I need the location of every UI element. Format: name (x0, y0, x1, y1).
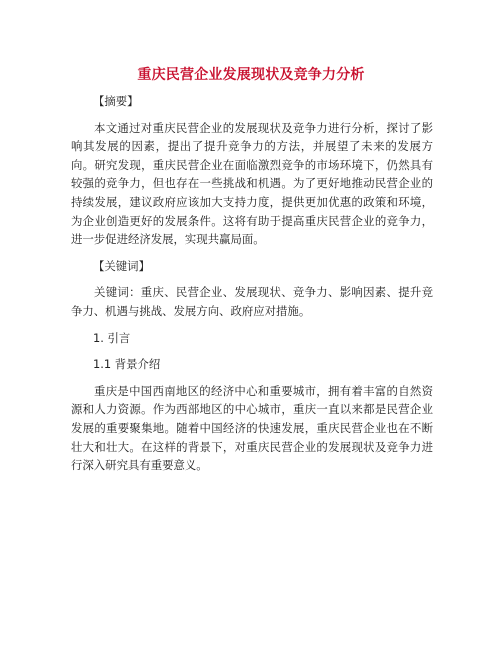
keywords-paragraph: 关键词：重庆、民营企业、发展现状、竞争力、影响因素、提升竞争力、机遇与挑战、发展方向、政府应对措施。 (71, 285, 433, 318)
abstract-paragraph: 本文通过对重庆民营企业的发展现状及竞争力进行分析，探讨了影响其发展的因素，提出了提升竞争力的方法，并展望了未来的发展方向。研究发现，重庆民营企业在面临激烈竞争的市场环境下，仍然具有较强的竞争力，但也存在一些挑战和机遇。为了更好地推动民营企业的持续发展，建议政府应该加大支持力度，提供更加优惠的政策和环境，为企业创造更好的发展条件。这将有助于提高重庆民营企业的竞争力，进一步促进经济发展，实现共赢局面。 (71, 120, 433, 247)
keywords-heading: 【关键词】 (93, 258, 150, 273)
document-title: 重庆民营企业发展现状及竞争力分析 (137, 67, 365, 83)
section-heading-introduction: 1. 引言 (93, 330, 131, 345)
subsection-heading-background: 1.1 背景介绍 (93, 357, 161, 372)
background-paragraph: 重庆是中国西南地区的经济中心和重要城市，拥有着丰富的自然资源和人力资源。作为西部地区的中心城市，重庆一直以来都是民营企业发展的重要聚集地。随着中国经济的快速发展，重庆民营企业也在不断壮大和壮大。在这样的背景下，对重庆民营企业的发展现状及竞争力进行深入研究具有重要意义。 (71, 383, 433, 473)
document-body (71, 92, 433, 483)
abstract-heading: 【摘要】 (93, 94, 139, 108)
